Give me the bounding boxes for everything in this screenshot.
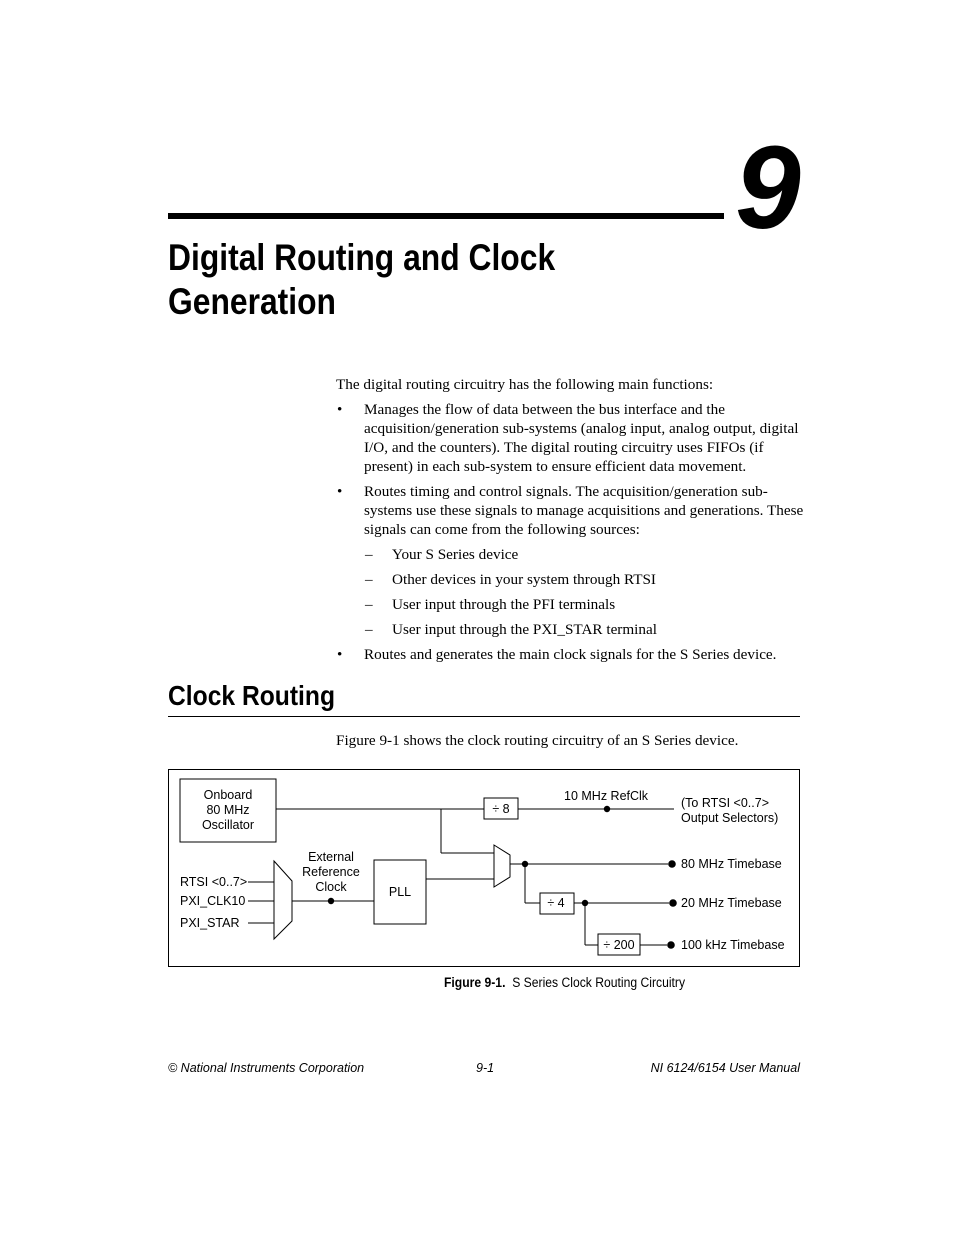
functions-list bbox=[336, 400, 806, 670]
divide-by-4-label: ÷ 4 bbox=[547, 896, 565, 910]
footer-right: NI 6124/6154 User Manual bbox=[650, 1061, 800, 1075]
output-terminal bbox=[668, 860, 676, 868]
timebase-100khz-label: 100 kHz Timebase bbox=[681, 938, 785, 952]
timebase-20mhz-label: 20 MHz Timebase bbox=[681, 896, 782, 910]
oscillator-label-2: 80 MHz bbox=[206, 803, 250, 817]
bullet-mark: • bbox=[337, 401, 343, 418]
dash-mark: – bbox=[365, 571, 373, 588]
refclk-label: 10 MHz RefClk bbox=[564, 789, 649, 803]
list-item-text: User input through the PXI_STAR terminal bbox=[392, 621, 657, 638]
footer-page-number: 9-1 bbox=[476, 1061, 495, 1075]
junction-dot bbox=[328, 898, 334, 904]
rtsi-output-label-2: Output Selectors) bbox=[681, 811, 779, 825]
list-item-text: User input through the PFI terminals bbox=[392, 596, 616, 613]
list-item bbox=[336, 400, 806, 476]
section-rule bbox=[168, 716, 800, 717]
bullet-mark: • bbox=[337, 646, 343, 663]
oscillator-label-3: Oscillator bbox=[201, 818, 255, 832]
divide-by-8-label: ÷ 8 bbox=[492, 802, 510, 816]
dash-mark: – bbox=[365, 546, 373, 563]
bullet-mark: • bbox=[337, 483, 343, 500]
output-terminal bbox=[667, 941, 675, 949]
external-ref-label-3: Clock bbox=[315, 880, 347, 894]
intro-text: The digital routing circuitry has the following main functions: bbox=[336, 376, 714, 393]
chapter-title: Digital Routing and Clock Generation bbox=[168, 237, 556, 322]
list-item bbox=[364, 595, 806, 614]
chapter-number: 9 bbox=[735, 122, 799, 254]
figure-caption-label: Figure 9-1. bbox=[444, 975, 506, 990]
section-title: Clock Routing bbox=[168, 680, 335, 711]
list-item-text: Manages the flow of data between the bus interface and the acquisition/generation sub-systems (analog input, analog output, digital I/O, and the counters). The digital routing circuitry uses FIFOs (if present) in each sub-system to ensure efficient data movement. bbox=[364, 401, 799, 475]
footer-left: © National Instruments Corporation bbox=[168, 1061, 365, 1075]
rtsi-output-label-1: (To RTSI <0..7> bbox=[681, 796, 770, 810]
dash-mark: – bbox=[365, 621, 373, 638]
chapter-rule bbox=[168, 213, 724, 219]
output-terminal bbox=[669, 899, 677, 907]
list-item-text: Your S Series device bbox=[392, 546, 519, 563]
external-ref-label-2: Reference bbox=[302, 865, 360, 879]
clock-routing-diagram bbox=[168, 769, 800, 967]
pxi-clk10-input-label: PXI_CLK10 bbox=[180, 894, 246, 908]
timebase-80mhz-label: 80 MHz Timebase bbox=[681, 857, 782, 871]
external-ref-label-1: External bbox=[308, 850, 354, 864]
input-mux bbox=[274, 861, 292, 939]
pll-label: PLL bbox=[388, 885, 412, 899]
divide-by-200-label: ÷ 200 bbox=[603, 938, 635, 952]
list-item-text: Routes timing and control signals. The acquisition/generation sub-systems use these signals to manage acquisitions and generations. These signals can come from the following sources: bbox=[364, 483, 804, 538]
oscillator-label-1: Onboard bbox=[203, 788, 253, 802]
figure-caption bbox=[444, 975, 685, 990]
list-item bbox=[364, 570, 806, 589]
list-item-text: Other devices in your system through RTSI bbox=[392, 571, 656, 588]
list-item bbox=[336, 482, 806, 639]
dash-mark: – bbox=[365, 596, 373, 613]
sources-list bbox=[364, 545, 806, 639]
list-item-text: Routes and generates the main clock signals for the S Series device. bbox=[364, 646, 777, 663]
pxi-star-input-label: PXI_STAR bbox=[180, 916, 240, 930]
rtsi-input-label: RTSI <0..7> bbox=[180, 875, 248, 889]
list-item bbox=[364, 545, 806, 564]
figure-caption-text: S Series Clock Routing Circuitry bbox=[512, 975, 686, 990]
output-mux bbox=[494, 845, 510, 887]
section-intro-text: Figure 9-1 shows the clock routing circuitry of an S Series device. bbox=[336, 732, 739, 749]
list-item bbox=[364, 620, 806, 639]
list-item bbox=[336, 645, 806, 664]
junction-dot bbox=[604, 806, 610, 812]
